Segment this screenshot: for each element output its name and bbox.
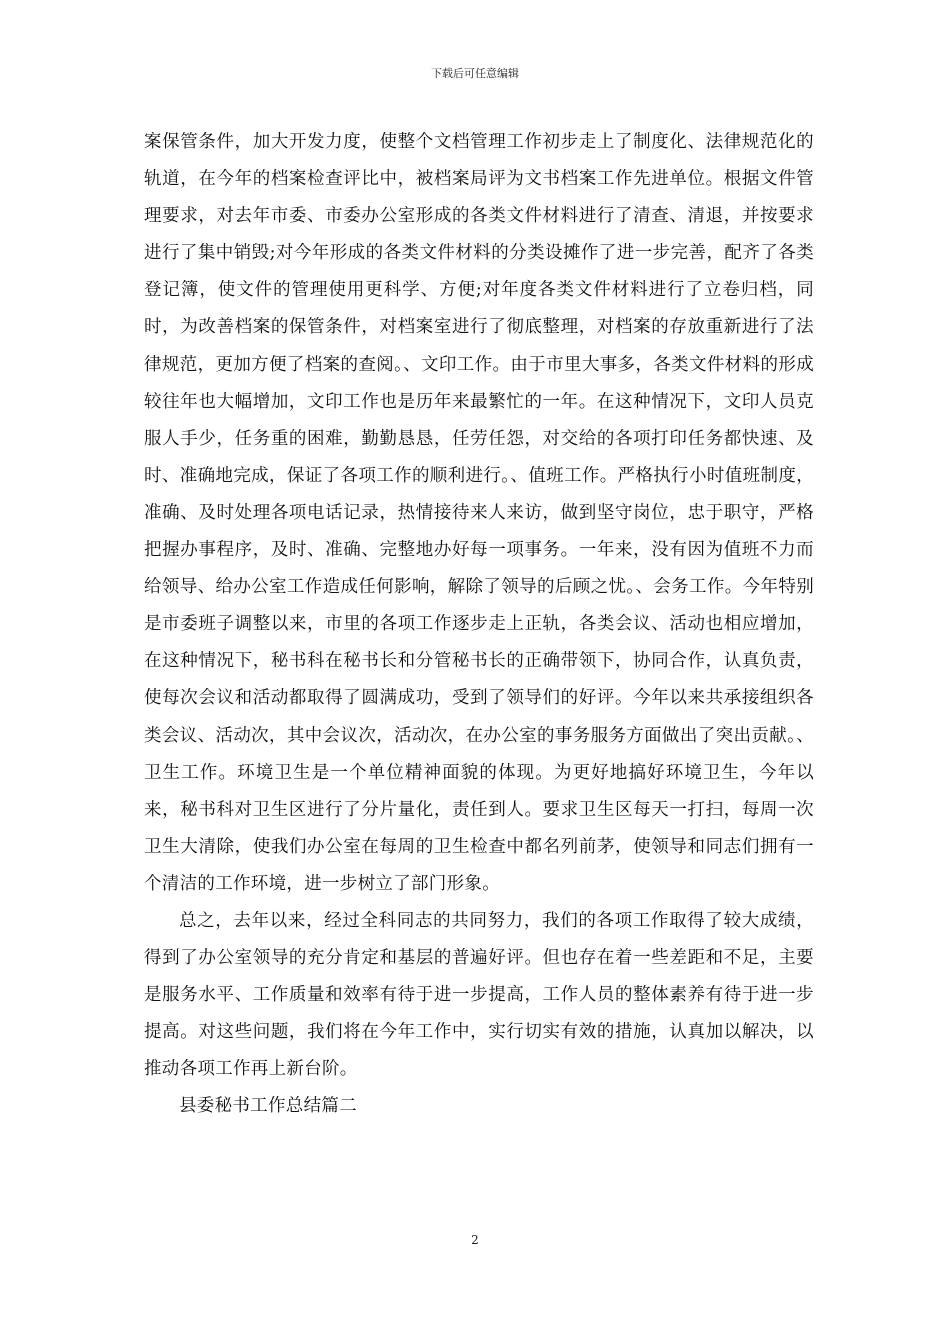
body-paragraph-summary: 总之，去年以来，经过全科同志的共同努力，我们的各项工作取得了较大成绩，得到了办公室领导的充分肯定和基层的普遍好评。但也存在着一些差距和不足，主要是服务水平、工作质量和效率有待于进一步提高，工作人员的整体素养有待于进一步提高。对这些问题，我们将在今年工作中，实行切实有效的措施，认真加以解决，以推动各项工作再上新台阶。 [144, 910, 814, 1080]
section-heading: 县委秘书工作总结篇二 [179, 1096, 357, 1117]
document-body [144, 124, 814, 1126]
page-header: 下载后可任意编辑 [431, 67, 519, 80]
body-paragraph-continued: 案保管条件，加大开发力度，使整个文档管理工作初步走上了制度化、法律规范化的轨道，在今年的档案检查评比中，被档案局评为文书档案工作先进单位。根据文件管理要求，对去年市委、市委办公室形成的各类文件材料进行了清查、清退，并按要求进行了集中销毁;对今年形成的各类文件材料的分类设摊作了进一步完善，配齐了各类登记簿，使文件的管理使用更科学、方便;对年度各类文件材料进行了立卷归档，同时，为改善档案的保管条件，对档案室进行了彻底整理，对档案的存放重新进行了法律规范，更加方便了档案的查阅。、文印工作。由于市里大事多，各类文件材料的形成较往年也大幅增加，文印工作也是历年来最繁忙的一年。在这种情况下，文印人员克服人手少，任务重的困难，勤勤恳恳，任劳任怨，对交给的各项打印任务都快速、及时、准确地完成，保证了各项工作的顺利进行。、值班工作。严格执行小时值班制度，准确、及时处理各项电话记录，热情接待来人来访，做到坚守岗位，忠于职守，严格把握办事程序，及时、准确、完整地办好每一项事务。一年来，没有因为值班不力而给领导、给办公室工作造成任何影响，解除了领导的后顾之忧。、会务工作。今年特别是市委班子调整以来，市里的各项工作逐步走上正轨，各类会议、活动也相应增加，在这种情况下，秘书科在秘书长和分管秘书长的正确带领下，协同合作，认真负责，使每次会议和活动都取得了圆满成功，受到了领导们的好评。今年以来共承接组织各类会议、活动次，其中会议次，活动次，在办公室的事务服务方面做出了突出贡献。、卫生工作。环境卫生是一个单位精神面貌的体现。为更好地搞好环境卫生，今年以来，秘书科对卫生区进行了分片量化，责任到人。要求卫生区每天一打扫，每周一次卫生大清除，使我们办公室在每周的卫生检查中都名列前茅，使领导和同志们拥有一个清洁的工作环境，进一步树立了部门形象。 [144, 132, 814, 894]
page-number: 2 [471, 1233, 479, 1247]
